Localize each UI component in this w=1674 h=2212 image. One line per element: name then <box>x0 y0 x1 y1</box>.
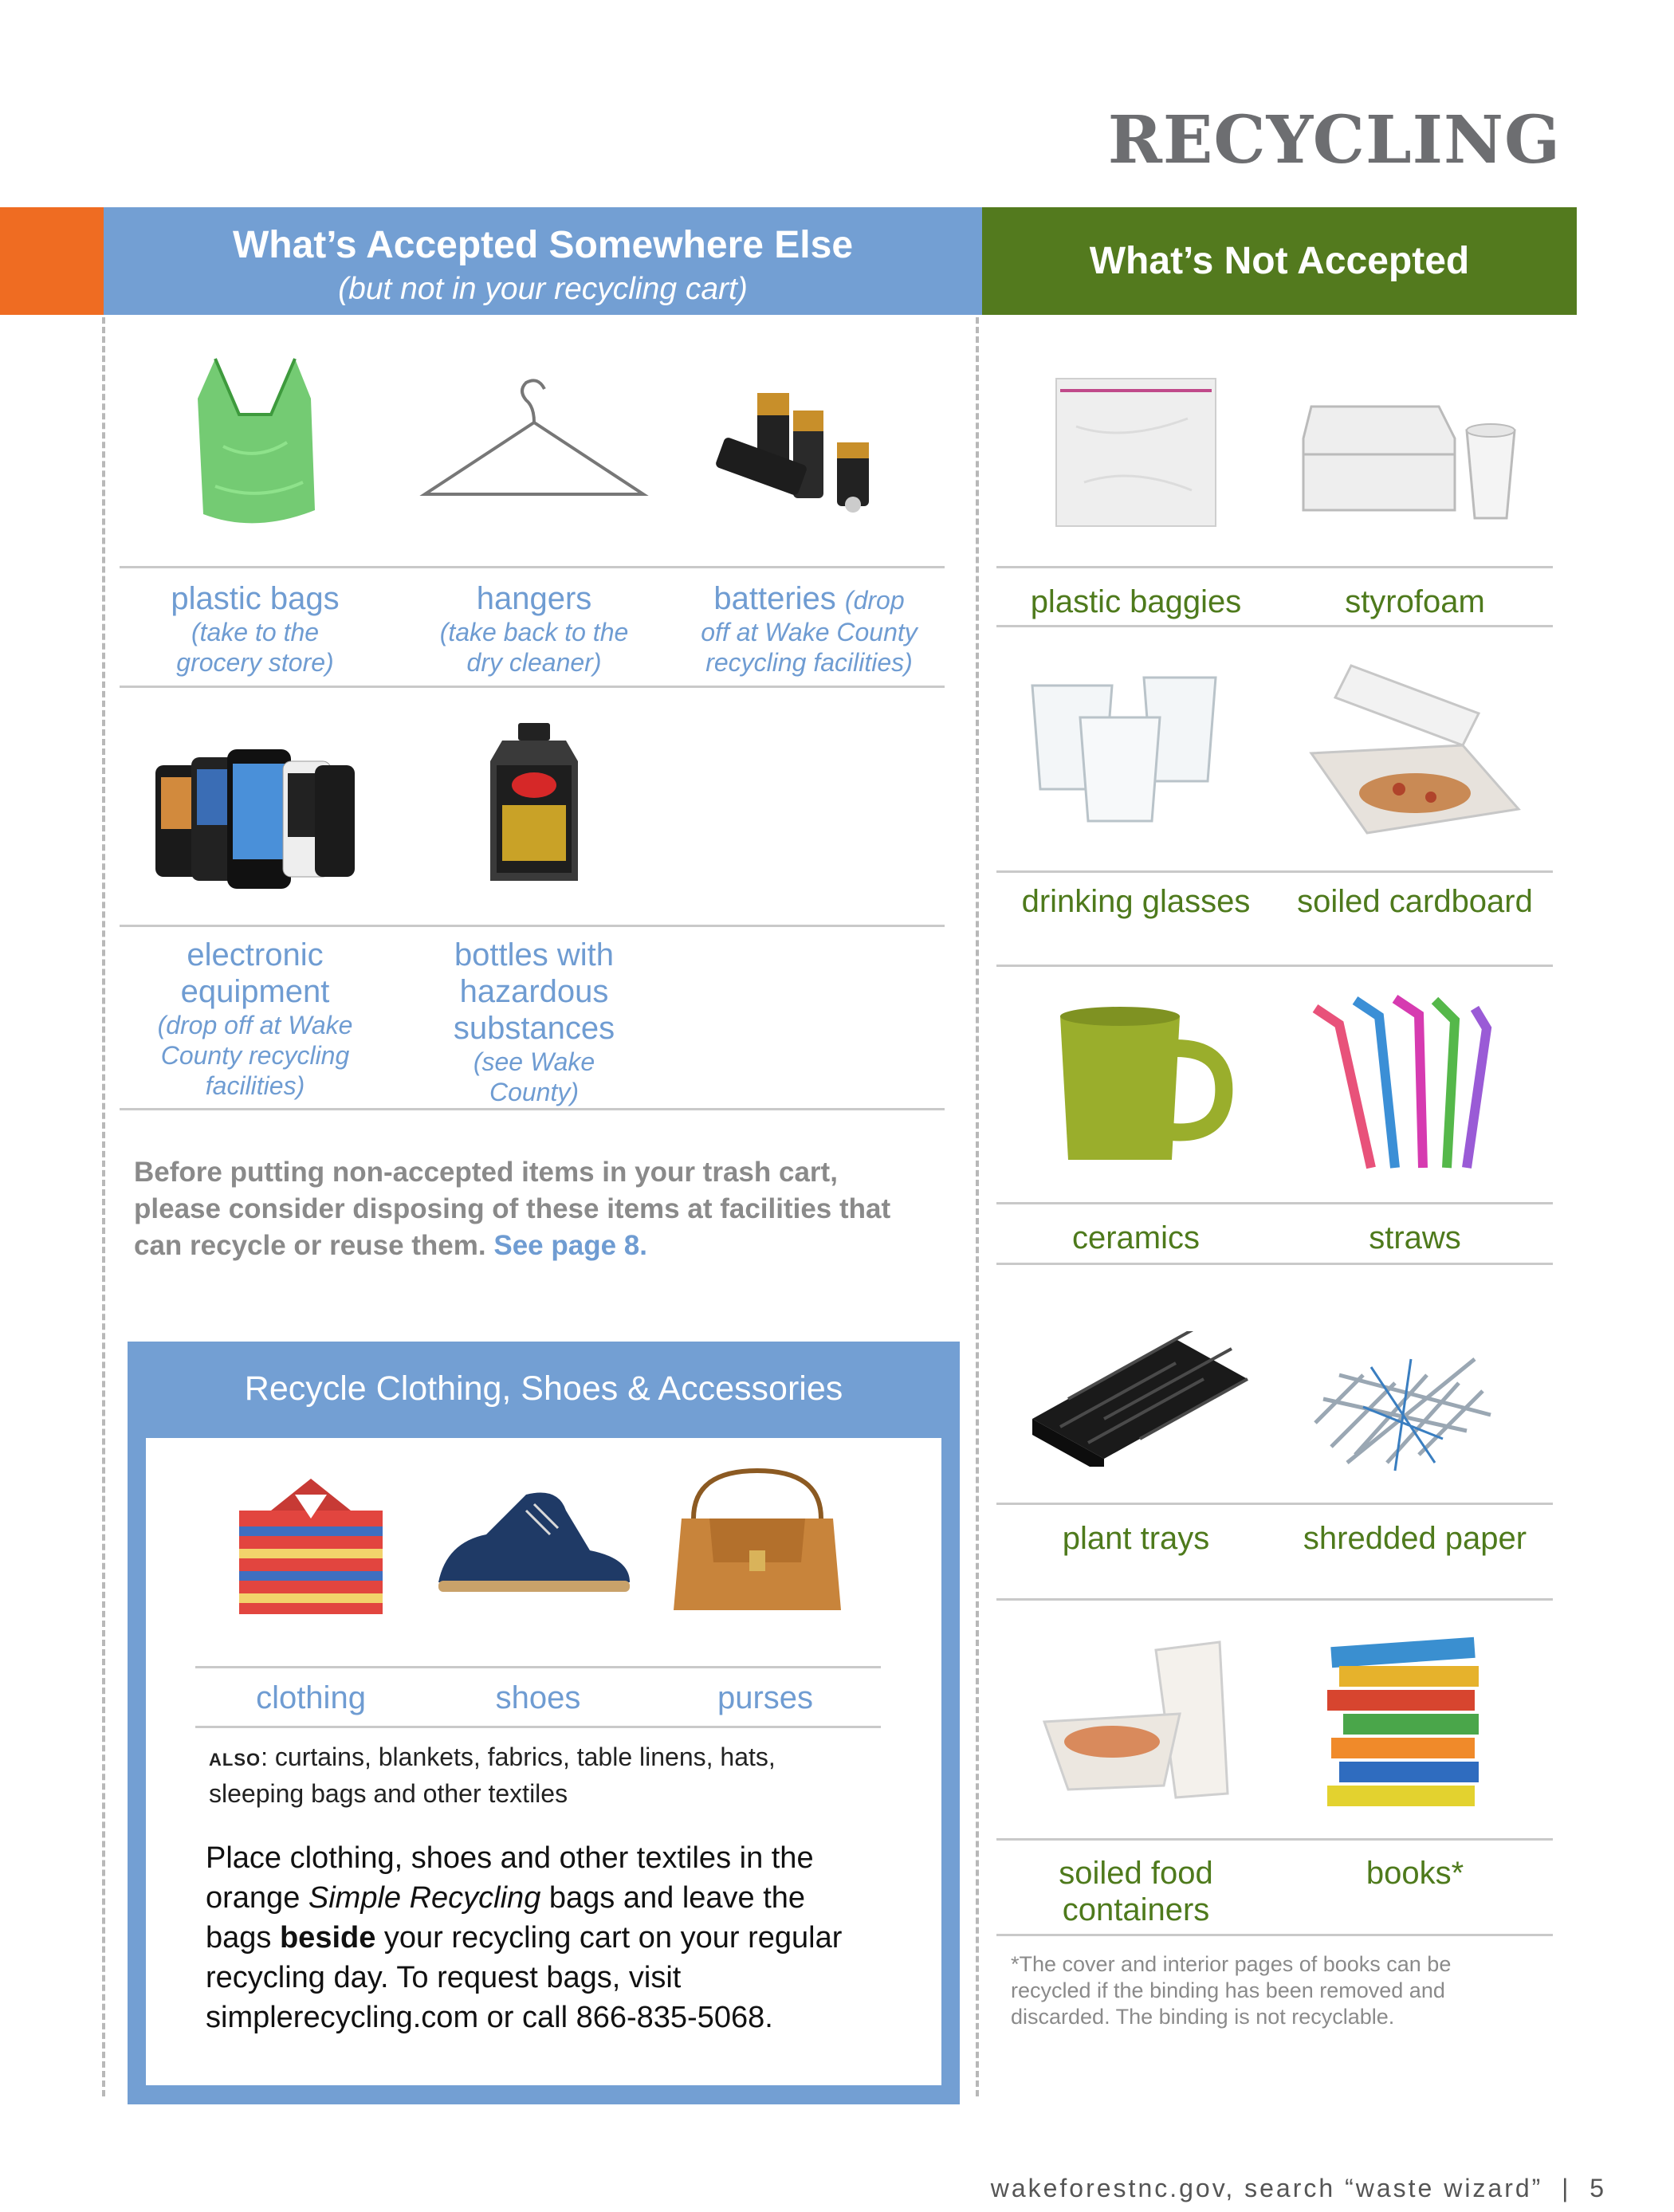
oil-bottle-icon <box>474 721 594 889</box>
plastic-bag-image <box>187 351 323 534</box>
also-text: : curtains, blankets, fabrics, table linens, hats, sleeping bags and other textiles <box>209 1742 776 1808</box>
item-name: clothing <box>256 1680 366 1715</box>
divider <box>996 1598 1553 1601</box>
soiled-food-containers-label: soiled food containers <box>1059 1856 1213 1927</box>
simple-recycling-name: Simple Recycling <box>308 1881 541 1915</box>
hazardous-bottles-label <box>430 937 638 1107</box>
item-name: purses <box>717 1680 814 1715</box>
shoes-image <box>430 1459 638 1626</box>
also-textiles <box>209 1740 847 1810</box>
books-footnote: *The cover and interior pages of books can be recycled if the binding has been removed and discarded. The binding is not recyclable. <box>1011 1952 1452 2029</box>
styrofoam-label: styrofoam <box>1345 584 1485 619</box>
mug-icon <box>1044 1000 1236 1172</box>
plastic-bags-label <box>159 580 351 678</box>
plastic-baggies-label: plastic baggies <box>1030 584 1242 619</box>
batteries-icon <box>709 379 901 514</box>
not-accepted-header <box>982 207 1577 315</box>
books-label: books* <box>1366 1856 1464 1891</box>
orange-tab <box>0 207 104 315</box>
divider <box>195 1666 881 1668</box>
divider <box>996 965 1553 967</box>
shredded-paper-image <box>1299 1327 1507 1479</box>
instr-part: Place clothing, shoes and other textiles in the orange <box>206 1841 814 1915</box>
page-title: RECYCLING <box>1107 102 1561 179</box>
left-dashed-rule <box>102 317 105 2096</box>
plant-trays-image <box>1024 1331 1256 1467</box>
divider <box>120 686 945 688</box>
ceramics-image <box>1044 1000 1236 1172</box>
straws-icon <box>1307 992 1499 1180</box>
item-note: off at Wake County recycling facilities) <box>701 618 918 677</box>
also-label: ALSO <box>209 1750 261 1770</box>
shoe-icon <box>430 1479 638 1606</box>
food-container-icon <box>1036 1634 1244 1801</box>
see-page-8-link[interactable]: See page 8. <box>493 1230 647 1261</box>
straws-image <box>1307 992 1499 1180</box>
ceramics-label: ceramics <box>1071 1220 1200 1255</box>
item-note: (take to the grocery store) <box>176 618 334 677</box>
plastic-baggies-image <box>1052 371 1220 530</box>
plant-tray-icon <box>1024 1331 1256 1467</box>
phones-icon <box>151 741 359 893</box>
item-name: hangers <box>476 581 592 616</box>
divider <box>996 566 1553 568</box>
divider <box>996 1934 1553 1936</box>
ziplock-bag-icon <box>1052 371 1220 530</box>
folded-shirts-icon <box>231 1463 391 1622</box>
item-name: shoes <box>495 1680 581 1715</box>
soiled-cardboard-image <box>1303 658 1527 841</box>
soiled-cardboard-label: soiled cardboard <box>1297 884 1533 919</box>
page-footer <box>991 2174 1606 2203</box>
divider <box>996 870 1553 873</box>
electronics-image <box>151 741 359 893</box>
clothing-image <box>231 1459 391 1626</box>
shredded-paper-label: shredded paper <box>1303 1521 1527 1556</box>
hanger-icon <box>418 375 650 510</box>
purse-icon <box>662 1463 853 1622</box>
glasses-icon <box>1024 670 1224 829</box>
item-note-inline: (drop <box>844 586 905 615</box>
divider <box>996 1838 1553 1841</box>
center-dashed-rule <box>976 317 979 2096</box>
advice-text: Before putting non-accepted items in your trash cart, please consider disposing of these items at facilities that can recycle or reuse them. <box>134 1157 891 1261</box>
foam-container-icon <box>1295 375 1527 526</box>
divider <box>996 1202 1553 1204</box>
divider <box>996 1263 1553 1265</box>
instr-part: bags and leave the bags <box>206 1881 806 1955</box>
clothing-panel-title: Recycle Clothing, Shoes & Accessories <box>244 1369 843 1408</box>
not-accepted-title: What’s Not Accepted <box>1089 240 1470 282</box>
item-name: plastic bags <box>171 581 340 616</box>
accepted-elsewhere-title: What’s Accepted Somewhere Else <box>232 224 854 266</box>
purses-image <box>654 1459 861 1626</box>
hanger-image <box>418 375 650 510</box>
shredded-paper-icon <box>1299 1327 1507 1479</box>
plant-trays-label: plant trays <box>1062 1521 1210 1556</box>
disposal-advice <box>134 1154 931 1264</box>
pizza-box-icon <box>1303 658 1527 841</box>
electronic-equipment-label <box>147 937 363 1101</box>
item-name: bottles with hazardous substances <box>453 937 615 1046</box>
instr-part: your recycling cart on your regular recycling day. To request bags, visit simplerecycling.com or call 866-835-5068. <box>206 1921 843 2034</box>
plastic-bag-icon <box>191 351 319 534</box>
item-note: (drop off at Wake County recycling facilities) <box>157 1011 353 1100</box>
emphasis-beside: beside <box>279 1921 376 1955</box>
divider <box>195 1726 881 1728</box>
footer-separator: | <box>1562 2174 1571 2202</box>
divider <box>996 625 1553 627</box>
books-stack-icon <box>1315 1634 1499 1825</box>
accepted-elsewhere-subtitle: (but not in your recycling cart) <box>338 272 748 306</box>
item-name: batteries <box>713 581 836 616</box>
shoes-label <box>458 1680 618 1716</box>
clothing-instructions <box>206 1838 859 2037</box>
styrofoam-image <box>1291 375 1531 526</box>
page-number: 5 <box>1590 2174 1606 2202</box>
batteries-label <box>690 580 929 678</box>
divider <box>996 1503 1553 1505</box>
motor-oil-image <box>466 721 602 889</box>
batteries-image <box>709 379 901 514</box>
divider <box>120 925 945 927</box>
item-name: electronic equipment <box>180 937 330 1009</box>
drinking-glasses-image <box>1024 670 1224 829</box>
purses-label <box>686 1680 845 1716</box>
drinking-glasses-label: drinking glasses <box>1021 884 1251 919</box>
item-note: (take back to the dry cleaner) <box>439 618 629 677</box>
divider <box>120 1108 945 1110</box>
soiled-food-containers-image <box>1036 1634 1244 1801</box>
straws-label: straws <box>1369 1220 1461 1255</box>
hangers-label <box>422 580 646 678</box>
footer-site-link[interactable]: wakeforestnc.gov, search “waste wizard” <box>990 2174 1543 2202</box>
clothing-label <box>231 1680 391 1716</box>
accepted-elsewhere-header <box>104 207 982 315</box>
item-note: (see Wake County) <box>473 1047 595 1106</box>
divider <box>120 566 945 568</box>
books-image <box>1315 1634 1499 1825</box>
